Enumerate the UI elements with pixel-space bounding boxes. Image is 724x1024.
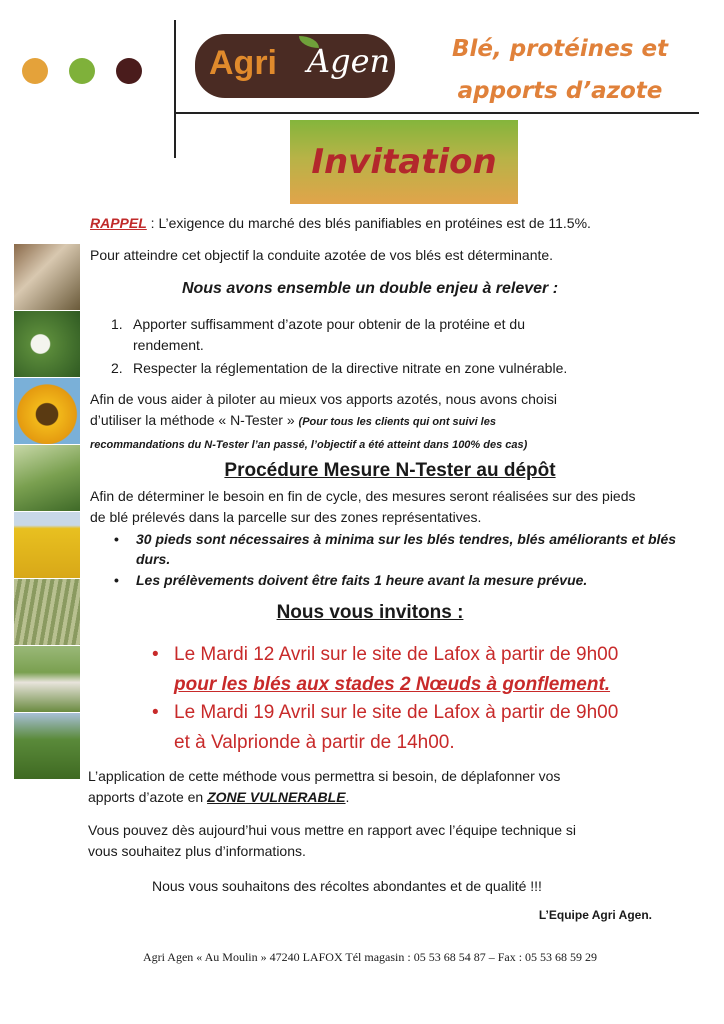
bullet-icon: •: [114, 531, 119, 547]
date-line2: pour les blés aux stades 2 Nœuds à gonflement.: [174, 674, 611, 695]
rappel-paragraph: [90, 213, 591, 234]
list-item-number: 1.: [111, 316, 123, 332]
header-horizontal-rule: [174, 112, 699, 114]
rappel-label: RAPPEL: [90, 215, 147, 231]
closing-wish: Nous vous souhaitons des récoltes abondantes et de qualité !!!: [152, 878, 542, 894]
list-item-number: 2.: [111, 360, 123, 376]
date-item: [152, 640, 692, 700]
objective-paragraph: Pour atteindre cet objectif la conduite azotée de vos blés est déterminante.: [90, 247, 554, 263]
date-line2: et à Valprionde à partir de 14h00.: [174, 732, 455, 753]
rappel-text: : L’exigence du marché des blés panifiables en protéines est de 11.5%.: [146, 215, 591, 231]
signature: L’Equipe Agri Agen.: [538, 908, 652, 922]
list-item-line2: rendement.: [133, 337, 204, 353]
list-item-text: [133, 314, 525, 356]
date-line1: Le Mardi 12 Avril sur le site de Lafox à partir de 9h00: [174, 644, 619, 665]
methode-line-2: d’utiliser la méthode « N-Tester »: [90, 412, 299, 428]
contact-line-2: vous souhaitez plus d’informations.: [88, 843, 306, 859]
methode-note-2: recommandations du N-Tester l’an passé, l’objectif a été atteint dans 100% des cas): [90, 439, 528, 451]
date-item: [152, 698, 692, 758]
procedure-line-1: Afin de déterminer le besoin en fin de cycle, des mesures seront réalisées sur des pieds: [90, 488, 636, 504]
title-line-2: apports d’azote: [457, 78, 663, 104]
orange-dot: [22, 58, 48, 84]
green-dot: [69, 58, 95, 84]
date-text: [174, 698, 618, 758]
list-item-text: [136, 529, 676, 569]
sunflower-photo: [14, 378, 80, 444]
methode-note-1: (Pour tous les clients qui ont suivi les: [298, 416, 496, 428]
procedure-paragraph: [90, 486, 710, 528]
application-line-2: apports d’azote en: [88, 789, 208, 805]
logo-word-agri: Agri: [209, 44, 277, 82]
contact-line-1: Vous pouvez dès aujourd’hui vous mettre en rapport avec l’équipe technique si: [88, 822, 576, 838]
field-photo: [14, 512, 80, 578]
list-item: [111, 314, 671, 356]
list-item-text: Les prélèvements doivent être faits 1 heure avant la mesure prévue.: [136, 572, 588, 588]
cow-photo: [14, 244, 80, 310]
pasture-photo: [14, 713, 80, 779]
zone-vulnerable: ZONE VULNERABLE: [207, 789, 346, 805]
procedure-heading: Procédure Mesure N-Tester au dépôt: [224, 460, 556, 481]
logo-word-agen: Agen: [307, 42, 391, 80]
brown-dot: [116, 58, 142, 84]
list-item-line1: 30 pieds sont nécessaires à minima sur les blés tendres, blés améliorants et blés: [136, 531, 677, 547]
snowdrop-photo: [14, 311, 80, 377]
list-item: [114, 529, 704, 569]
sheep-photo: [14, 646, 80, 712]
invitons-heading: Nous vous invitons :: [276, 602, 464, 623]
photo-strip: [14, 244, 80, 778]
list-item-line1: Apporter suffisamment d’azote pour obtenir de la protéine et du: [133, 316, 525, 332]
bullet-icon: •: [114, 572, 119, 588]
list-item: [114, 570, 704, 590]
application-line-1: L’application de cette méthode vous permettra si besoin, de déplafonner vos: [88, 768, 561, 784]
wheat-photo: [14, 579, 80, 645]
methode-line-1: Afin de vous aider à piloter au mieux vos apports azotés, nous avons choisi: [90, 391, 557, 407]
invitation-label: Invitation: [311, 142, 497, 182]
procedure-line-2: de blé prélevés dans la parcelle sur des zones représentatives.: [90, 509, 482, 525]
invitation-banner: [290, 120, 518, 204]
application-paragraph: [88, 766, 560, 808]
application-period: .: [345, 789, 350, 805]
list-item: [111, 358, 671, 379]
double-enjeu-heading: Nous avons ensemble un double enjeu à relever :: [181, 280, 559, 297]
contact-paragraph: [88, 820, 576, 862]
list-item-line2: durs.: [136, 551, 171, 567]
bullet-icon: •: [152, 702, 159, 723]
title-line-1: Blé, protéines et: [451, 36, 669, 62]
methode-paragraph: [90, 389, 690, 456]
footer-contact: Agri Agen « Au Moulin » 47240 LAFOX Tél magasin : 05 53 68 54 87 – Fax : 05 53 68 59 29: [142, 950, 598, 964]
agri-agen-logo: [195, 34, 395, 98]
header-vertical-rule: [174, 20, 176, 158]
bullet-icon: •: [152, 644, 159, 665]
date-text: [174, 640, 618, 700]
date-line1: Le Mardi 19 Avril sur le site de Lafox à partir de 9h00: [174, 702, 619, 723]
list-item-text: Respecter la réglementation de la directive nitrate en zone vulnérable.: [133, 360, 568, 376]
leaf-photo: [14, 445, 80, 511]
document-title: [440, 28, 680, 112]
